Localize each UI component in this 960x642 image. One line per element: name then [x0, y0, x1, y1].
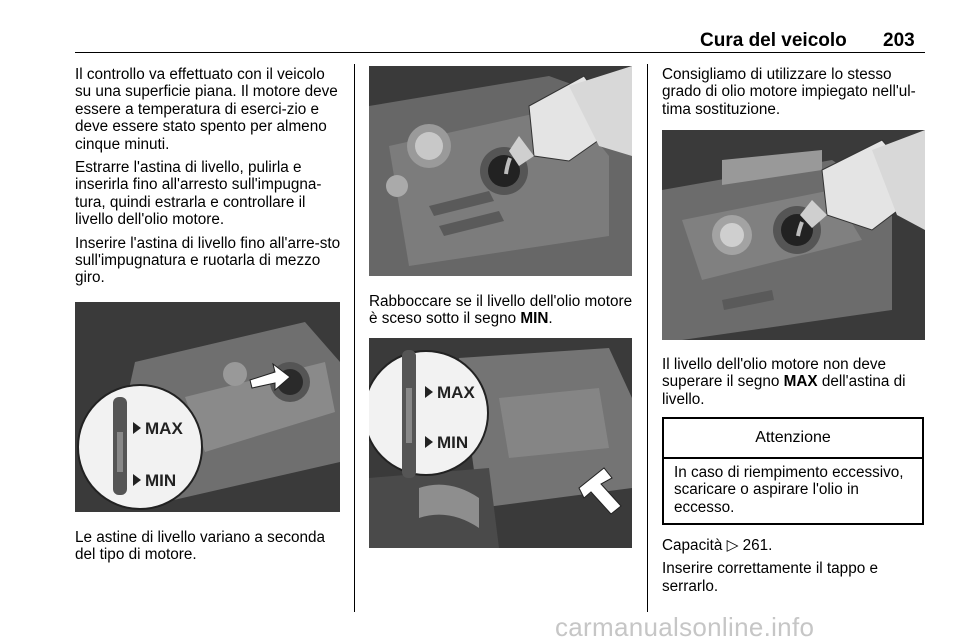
page-reference-icon: ▷: [726, 537, 739, 554]
paragraph-tighten-cap: Inserire correttamente il tappo e serrarlo.: [662, 560, 878, 595]
caption-dipstick: [75, 529, 345, 570]
engine-dipstick-illustration: [369, 338, 632, 548]
section-title: Cura del veicolo: [700, 30, 847, 51]
topup-text-before: Rabboccare se il livello dell'olio motore è sceso sotto il segno: [369, 293, 633, 328]
paragraph-same-oil-text: Consigliamo di utilizzare lo stesso grado di olio motore impiegato nell'ul-tima sostituzione.: [662, 66, 916, 118]
paragraph-capacity: [662, 537, 926, 554]
max-text-after: dell'astina di livello.: [662, 373, 906, 408]
watermark: carmanualsonline.info: [555, 612, 815, 642]
label-max: MAX: [437, 383, 475, 402]
dipstick-illustration: [75, 302, 340, 512]
topup-text-min: MIN: [520, 310, 549, 328]
caption-text: Le astine di livello variano a seconda del tipo di motore.: [75, 529, 326, 564]
paragraph-check-conditions: Il controllo va effettuato con il veicolo su una superficie piana. Il motore deve essere a temperatura di eserci-zio e deve essere stato spento per almeno cinque minuti.: [75, 66, 338, 153]
warning-box: [662, 417, 924, 525]
column-left: [75, 66, 345, 293]
warning-title: Attenzione: [664, 419, 922, 459]
paragraph-topup-min: [369, 293, 633, 334]
header-rule: [75, 52, 925, 53]
max-text-max: MAX: [783, 373, 818, 391]
max-text-before: Il livello dell'olio motore non deve superare il segno: [662, 356, 887, 391]
paragraph-max-limit: [662, 356, 926, 414]
paragraph-max-text: [662, 356, 926, 408]
label-max: MAX: [145, 419, 183, 438]
column-divider-right: [647, 64, 648, 612]
figure-oil-filling: [662, 130, 925, 340]
paragraph-insert-dipstick: Inserire l'astina di livello fino all'arre-sto sull'impugnatura e ruotarla di mezzo giro.: [75, 234, 341, 287]
label-min: MIN: [145, 471, 177, 490]
warning-body: In caso di riempimento eccessivo, scaricare o aspirare l'olio in eccesso.: [674, 464, 904, 516]
oil-filling-illustration: [662, 130, 925, 340]
figure-engine-dipstick: [369, 338, 632, 548]
topup-text-after: .: [548, 310, 553, 328]
paragraph-same-oil: [662, 66, 926, 124]
paragraph-topup-text: [369, 293, 633, 328]
label-min: MIN: [437, 433, 469, 452]
figure-dipstick-levels: [75, 302, 340, 512]
column-divider-left: [354, 64, 355, 612]
page-number: 203: [883, 30, 915, 51]
figure-oil-pouring: [369, 66, 632, 276]
capacity-label: Capacità: [662, 537, 723, 554]
paragraph-capacity-block: [662, 537, 926, 601]
capacity-reference-link[interactable]: 261.: [742, 537, 773, 554]
oil-pouring-illustration: [369, 66, 632, 276]
paragraph-extract-dipstick: Estrarre l'astina di livello, pulirla e inserirla fino all'arresto sull'impugna-tura, quindi estrarla e controllare il livello dell'olio motore.: [75, 159, 322, 229]
